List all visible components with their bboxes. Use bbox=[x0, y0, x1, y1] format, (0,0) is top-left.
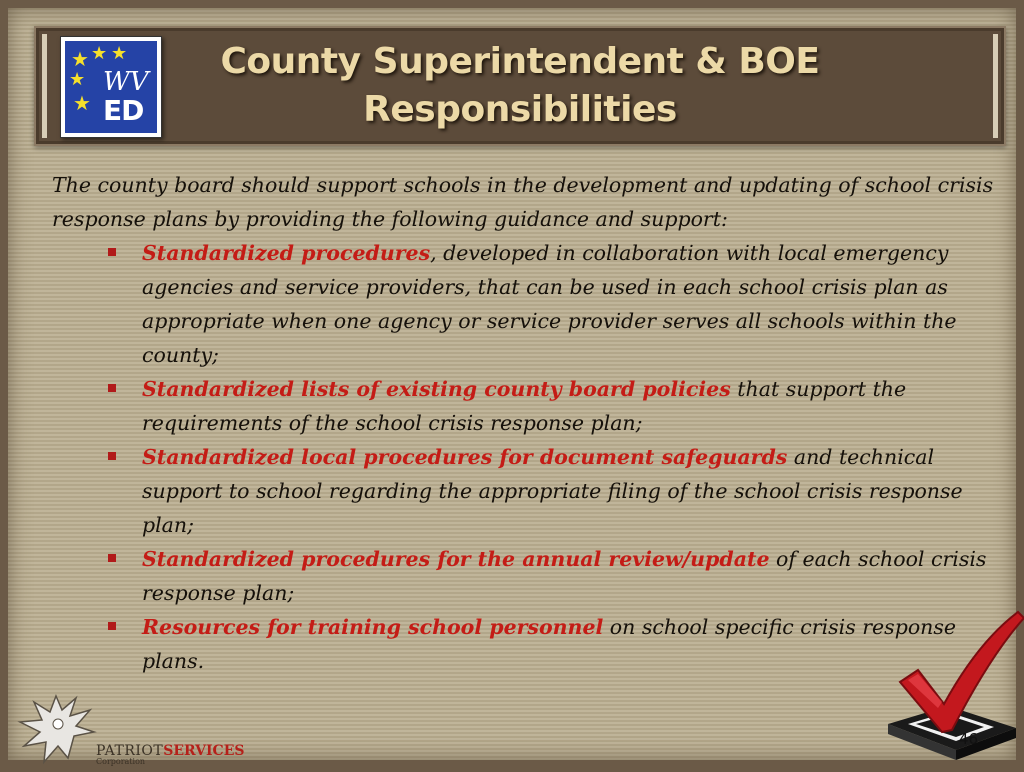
bullet-item bbox=[142, 372, 1002, 440]
bullet-list bbox=[52, 236, 1002, 678]
patriot-services-logo bbox=[96, 742, 245, 766]
bullet-text: and technical support to school regarding the appropriate filing of the school crisis response plan; bbox=[142, 445, 963, 537]
page-title bbox=[186, 38, 854, 134]
bullet-item bbox=[142, 236, 1002, 372]
bullet-emphasis: Standardized local procedures for document safeguards bbox=[142, 445, 788, 469]
star-icon: ★ bbox=[69, 69, 86, 90]
intro-paragraph: The county board should support schools in the development and updating of school crisis response plans by providing the following guidance and support: bbox=[52, 173, 994, 231]
bullet-text: that support the requirements of the school crisis response plan; bbox=[142, 377, 907, 435]
bullet-emphasis: Standardized procedures for the annual review/update bbox=[142, 547, 770, 571]
slide bbox=[8, 8, 1016, 766]
star-icon: ★ bbox=[111, 43, 128, 64]
bullet-item bbox=[142, 610, 1002, 678]
bullet-emphasis: Resources for training school personnel bbox=[142, 615, 604, 639]
star-icon: ★ bbox=[71, 47, 89, 71]
title-line-2: Responsibilities bbox=[363, 89, 677, 130]
checkmark-ballot-icon bbox=[878, 604, 1024, 764]
bullet-emphasis: Standardized lists of existing county board policies bbox=[142, 377, 731, 401]
logo-text-wv: WV bbox=[103, 67, 149, 97]
title-line-1: County Superintendent & BOE bbox=[220, 41, 820, 82]
bullet-emphasis: Standardized procedures bbox=[142, 241, 431, 265]
bullet-text: of each school crisis response plan; bbox=[142, 547, 987, 605]
wv-ed-logo bbox=[60, 36, 162, 138]
star-icon: ★ bbox=[91, 43, 108, 64]
bullet-item bbox=[142, 440, 1002, 542]
patriot-name: PATRIOT bbox=[96, 743, 164, 759]
title-bar bbox=[34, 26, 1006, 146]
star-icon: ★ bbox=[73, 91, 91, 115]
logo-text-ed: ED bbox=[103, 94, 144, 127]
bullet-text: on school specific crisis response plans. bbox=[142, 615, 957, 673]
bullet-item bbox=[142, 542, 1002, 610]
patriot-corporation-text: Corporation bbox=[96, 757, 146, 766]
slide-content bbox=[52, 168, 1002, 678]
bullet-text: , developed in collaboration with local emergency agencies and service providers, that can be used in each school crisis plan as appropriate when one agency or service provider serves all schools within the county; bbox=[142, 241, 957, 367]
page-number: 46 bbox=[958, 730, 978, 748]
eagle-icon bbox=[14, 688, 98, 772]
patriot-services-text: SERVICES bbox=[163, 743, 245, 759]
logo-background bbox=[65, 41, 157, 133]
